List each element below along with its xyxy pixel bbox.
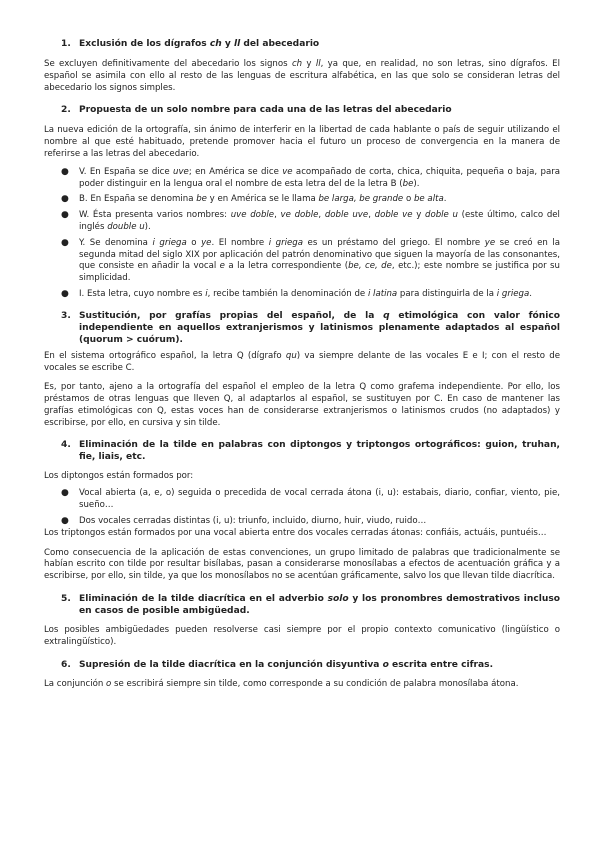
bullet-icon: ● bbox=[61, 288, 69, 299]
section-4-paragraph-3: Como consecuencia de la aplicación de estas convenciones, un grupo limitado de palabras que tradicionalmente se habían escrito con tilde por resultar bisílabas, pasan a considerarse monosílabas a efectos de acentuación gráfica y a escribirse, por ello, sin tilde, ya que los monosílabos no se acentúan gráficamente, salvo los que llevan tilde diacrítica. bbox=[44, 547, 560, 582]
document-page bbox=[44, 38, 560, 690]
heading-text: Propuesta de un solo nombre para cada una de las letras del abecedario bbox=[79, 105, 452, 116]
list-item: ● V. En España se dice uve; en América se dice ve acompañado de corta, chica, chiquita, pequeña o baja, para poder distinguir en la lengua oral el nombre de esta letra del de la letra B (be). bbox=[44, 167, 560, 191]
section-number: 3. bbox=[61, 310, 71, 321]
section-4-paragraph-2: Los triptongos están formados por una vocal abierta entre dos vocales cerradas átonas: confiáis, actuáis, puntuéis… bbox=[44, 527, 547, 538]
bullet-icon: ● bbox=[61, 210, 69, 221]
bullet-icon: ● bbox=[61, 488, 69, 499]
bullet-icon: ● bbox=[61, 515, 69, 526]
list-item: ● Vocal abierta (a, e, o) seguida o precedida de vocal cerrada átona (i, u): estabais, diario, confiar, viento, pie, sueño… bbox=[44, 488, 560, 512]
heading-text: Eliminación de la tilde diacrítica en el adverbio solo y los pronombres demostrativos incluso en casos de posible ambigüedad. bbox=[79, 593, 560, 616]
list-item: ● Y. Se denomina i griega o ye. El nombre i griega es un préstamo del griego. El nombre ye se creó en la segunda mitad del siglo XIX por aplicación del patrón denominativo que siguen la mayoría de las consonantes, que consiste en añadir la vocal e a la letra correspondiente (be, ce, de, etc.); este nombre se justifica por su simplicidad. bbox=[44, 238, 560, 285]
bullet-icon: ● bbox=[61, 194, 69, 205]
section-number: 4. bbox=[61, 439, 71, 450]
section-number: 5. bbox=[61, 593, 71, 604]
heading-text: Sustitución, por grafías propias del español, de la q etimológica con valor fónico independiente en aquellos extranjerismos y latinismos plenamente adaptados al español (quorum > cuórum). bbox=[79, 310, 561, 345]
section-1-paragraph: Se excluyen definitivamente del abecedario los signos ch y ll, ya que, en realidad, no son letras, sino dígrafos. El español se asimila con ello al resto de las lenguas de escritura alfabética, en las que solo se consideran letras del abecedario los signos simples. bbox=[44, 59, 560, 93]
section-number: 2. bbox=[61, 105, 71, 116]
section-number: 6. bbox=[61, 659, 71, 670]
heading-text: Supresión de la tilde diacrítica en la conjunción disyuntiva o escrita entre cifras. bbox=[79, 659, 494, 670]
heading-text: Exclusión de los dígrafos ch y ll del abecedario bbox=[79, 39, 320, 49]
section-number: 1. bbox=[61, 39, 71, 49]
section-5-paragraph: Los posibles ambigüedades pueden resolverse casi siempre por el propio contexto comunicativo (lingüístico o extralingüístico). bbox=[44, 624, 560, 647]
list-item: ● Dos vocales cerradas distintas (i, u): triunfo, incluido, diurno, huir, viudo, ruido… bbox=[44, 516, 560, 528]
list-item: ● B. En España se denomina be y en América se le llama be larga, be grande o be alta. bbox=[44, 194, 560, 206]
section-2-paragraph: La nueva edición de la ortografía, sin ánimo de interferir en la libertad de cada hablante o país de seguir utilizando el nombre al que esté habituado, pretende promover hacia el futuro un proceso de convergencia en la manera de referirse a las letras del abecedario. bbox=[44, 125, 560, 159]
bullet-icon: ● bbox=[61, 166, 69, 177]
section-4-paragraph-1: Los diptongos están formados por: bbox=[44, 470, 194, 481]
section-1-heading bbox=[44, 38, 560, 50]
list-item: ● I. Esta letra, cuyo nombre es i, recibe también la denominación de i latina para distinguirla de la i griega. bbox=[44, 289, 560, 301]
section-3-heading bbox=[44, 310, 560, 346]
section-6-paragraph: La conjunción o se escribirá siempre sin tilde, como corresponde a su condición de palabra monosílaba átona. bbox=[44, 678, 519, 689]
section-4-heading bbox=[44, 439, 560, 463]
list-item: ● W. Ésta presenta varios nombres: uve doble, ve doble, doble uve, doble ve y doble u (este último, calco del inglés double u). bbox=[44, 210, 560, 234]
section-2-heading bbox=[44, 104, 560, 116]
section-3-paragraph-1: En el sistema ortográfico español, la letra Q (dígrafo qu) va siempre delante de las vocales E e I; con el resto de vocales se escribe C. bbox=[44, 350, 560, 373]
heading-text: Eliminación de la tilde en palabras con diptongos y triptongos ortográficos: guion, truhan, fie, liais, etc. bbox=[79, 439, 560, 462]
diphthong-list bbox=[44, 488, 560, 527]
section-6-heading bbox=[44, 659, 560, 671]
bullet-icon: ● bbox=[61, 237, 69, 248]
section-3-paragraph-2: Es, por tanto, ajeno a la ortografía del español el empleo de la letra Q como grafema independiente. Por ello, los préstamos de otras lenguas que lleven Q, al adaptarlos al español, se sustituyen por C. En caso de mantener las grafías etimológicas con Q, estas voces han de considerarse extranjerismos o latinismos crudos (no adaptados) y escribirse, por ello, en cursiva y sin tilde. bbox=[44, 382, 560, 428]
section-5-heading bbox=[44, 593, 560, 617]
letters-list bbox=[44, 167, 560, 301]
